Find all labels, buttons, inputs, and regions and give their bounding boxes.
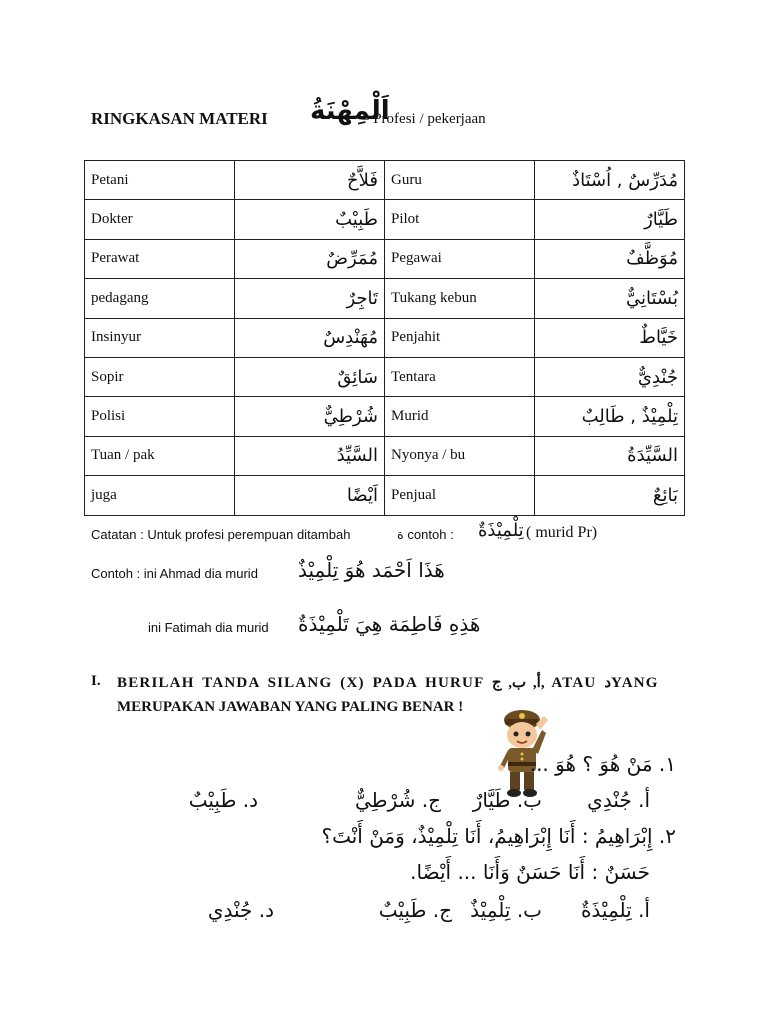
page-title: RINGKASAN MATERI (91, 109, 268, 128)
table-row (85, 239, 685, 278)
arabic-term: مُدَرِّسٌ , اُسْتَاذٌ (535, 161, 685, 200)
indonesian-term: Nyonya / bu (385, 436, 535, 475)
question-1: ١. مَنْ هُوَ ؟ هُوَ ... (529, 752, 676, 776)
indonesian-term: juga (85, 476, 235, 515)
table-row (85, 318, 685, 357)
arabic-term: طَبِيْبٌ (235, 200, 385, 239)
indonesian-term: Perawat (85, 239, 235, 278)
note-marker: ة contoh : (397, 527, 454, 542)
indonesian-term: Murid (385, 397, 535, 436)
indonesian-term: Pegawai (385, 239, 535, 278)
indonesian-term: Tukang kebun (385, 279, 535, 318)
note-example-meaning: ( murid Pr) (526, 524, 598, 541)
indonesian-term: Guru (385, 161, 535, 200)
indonesian-term: Tentara (385, 357, 535, 396)
q1-option-b[interactable]: ب. طَيَّارٌ (472, 788, 542, 812)
table-row (85, 279, 685, 318)
indonesian-term: Polisi (85, 397, 235, 436)
vocabulary-table (84, 160, 685, 516)
arabic-term: بَائِعٌ (535, 476, 685, 515)
arabic-term: سَائِقٌ (235, 357, 385, 396)
note-example-arabic: تِلْمِيْذَةٌ (478, 520, 524, 541)
table-row (85, 436, 685, 475)
example1-arabic: هَذَا اَحْمَد هُوَ تِلْمِيْذٌ (298, 558, 445, 582)
arabic-term: جُنْدِيٌّ (535, 357, 685, 396)
note-text: Catatan : Untuk profesi perempuan ditambah (91, 527, 351, 542)
indonesian-term: Insinyur (85, 318, 235, 357)
table-row (85, 200, 685, 239)
q2-option-d[interactable]: د. جُنْدِي (207, 898, 274, 922)
question-2: ٢. إِبْرَاهِيمُ : أَنَا إِبْرَاهِيمُ، أَنَا تِلْمِيْذٌ، وَمَنْ أَنْتَ؟ (321, 824, 676, 848)
arabic-term: بُسْتَانِيٌّ (535, 279, 685, 318)
arabic-term: السَّيِّدَةُ (535, 436, 685, 475)
q2-option-c[interactable]: ج. طَبِيْبٌ (378, 898, 452, 922)
arabic-term: تَاجِرٌ (235, 279, 385, 318)
indonesian-term: Penjual (385, 476, 535, 515)
arabic-term: طَيَّارٌ (535, 200, 685, 239)
instruction-line-2: MERUPAKAN JAWABAN YANG PALING BENAR ! (117, 699, 464, 715)
table-row (85, 476, 685, 515)
arabic-term: فَلاَّحٌ (235, 161, 385, 200)
arabic-term: خَيَّاطٌ (535, 318, 685, 357)
indonesian-term: pedagang (85, 279, 235, 318)
q1-option-c[interactable]: ج. شُرْطِيٌّ (354, 788, 441, 812)
police-boy-illustration (488, 702, 554, 798)
arabic-term: مُهَنْدِسٌ (235, 318, 385, 357)
indonesian-term: Pilot (385, 200, 535, 239)
arabic-term: السَّيِّدُ (235, 436, 385, 475)
table-row (85, 397, 685, 436)
arabic-term: مُمَرِّضٌ (235, 239, 385, 278)
indonesian-term: Tuan / pak (85, 436, 235, 475)
table-row (85, 161, 685, 200)
title-translation: = Profesi / pekerjaan (361, 111, 486, 127)
q1-option-a[interactable]: أ. جُنْدِي (587, 788, 650, 812)
example2-arabic: هَذِهِ فَاطِمَة هِيَ تَلْمِيْذَةٌ (298, 612, 481, 636)
arabic-term: مُوَظَّفٌ (535, 239, 685, 278)
question-2-reply: حَسَنٌ : أَنَا حَسَنٌ وَأَنَا ... أَيْضًا. (410, 860, 650, 884)
arabic-term: شُرْطِيٌّ (235, 397, 385, 436)
example2-label: ini Fatimah dia murid (148, 620, 269, 635)
arabic-term: تِلْمِيْذٌ , طَالِبٌ (535, 397, 685, 436)
q2-option-b[interactable]: ب. تِلْمِيْذٌ (470, 898, 542, 922)
indonesian-term: Dokter (85, 200, 235, 239)
q2-option-a[interactable]: أ. تِلْمِيْذَةٌ (580, 898, 650, 922)
example1-label: Contoh : ini Ahmad dia murid (91, 566, 258, 581)
table-row (85, 357, 685, 396)
q1-option-d[interactable]: د. طَبِيْبٌ (188, 788, 258, 812)
indonesian-term: Sopir (85, 357, 235, 396)
indonesian-term: Petani (85, 161, 235, 200)
instruction-line-1: BERILAH TANDA SILANG (X) PADA HURUF أ, ب, ج, ATAU دYANG (117, 675, 659, 691)
title-arabic: اَلْمِهْنَةُ (310, 96, 390, 126)
arabic-term: اَيْضًا (235, 476, 385, 515)
section-number: I. (91, 673, 101, 689)
indonesian-term: Penjahit (385, 318, 535, 357)
